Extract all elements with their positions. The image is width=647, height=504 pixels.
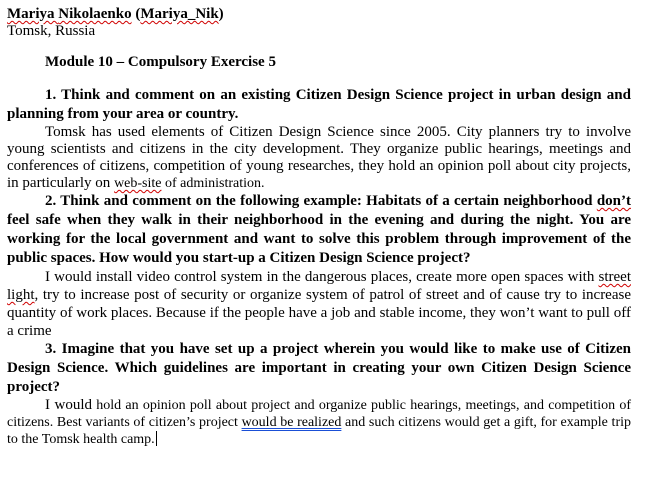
- answer-2-end: , try to increase post of security or organize system of patrol of street and of cause try to increase quantity of work places. Because if the people have a job and stable income, they won’t want to pull off a crime: [7, 287, 631, 339]
- answer-3: [7, 397, 631, 448]
- author-nickname: Mariya_Nik: [140, 6, 219, 22]
- author-name: [7, 6, 631, 23]
- answer-2: [7, 268, 631, 340]
- author-location: Tomsk, Russia: [7, 23, 96, 39]
- answer-3-text: hold an opinion poll about project and organize public hearings, meetings, and competition of citizens. Best variants of citizen’s project: [7, 398, 631, 430]
- author-last-name: Nikolaenko: [58, 6, 132, 22]
- answer-1: [7, 124, 631, 192]
- question-2-start: 2. Think and comment on the following example: Habitats of a certain neighborhood: [45, 193, 597, 209]
- answer-1-text: Tomsk has used elements of Citizen Design Science since 2005. City planners try to involve young scientists and citizens in the city development. They organize public hearings, meetings and conferences of citizens, competition of young researches, they hold an opinion poll about city projects, in particularly on: [7, 124, 631, 191]
- author-nick-open: (: [131, 6, 141, 22]
- question-1: 1. Think and comment on an existing Citizen Design Science project in urban design and planning from your area or country.: [7, 87, 631, 122]
- answer-1-website: web-site: [114, 176, 162, 191]
- answer-2-street-light: street light: [7, 269, 631, 303]
- answer-1-end: of administration.: [161, 176, 265, 191]
- module-title: Module 10 – Compulsory Exercise 5: [45, 54, 276, 70]
- question-3: 3. Imagine that you have set up a project wherein you would like to make use of Citizen Design Science. Which guidelines are important in creating your own Citizen Design Science project?: [7, 341, 631, 395]
- answer-3-end: and such citizens would get a gift, for example trip to the Tomsk health camp.: [7, 415, 631, 447]
- answer-2-start: I would install video control system in the dangerous places, create more open spaces with: [45, 269, 599, 285]
- question-2: [7, 192, 631, 268]
- question-2-end: feel safe when they walk in their neighborhood in the evening and during the night. You are working for the local government and want to solve this problem through improvement of the public spaces. How would you start-up a Citizen Design Science project?: [7, 212, 631, 266]
- answer-3-i-would: I would: [45, 397, 92, 413]
- author-nick-close: ): [218, 6, 224, 22]
- author-first-name: Mariya: [7, 6, 59, 22]
- text-cursor: [156, 431, 157, 446]
- document-page[interactable]: [7, 6, 631, 448]
- question-2-dont: don’t: [596, 193, 631, 209]
- answer-3-would-be-realized: would be realized: [241, 415, 342, 430]
